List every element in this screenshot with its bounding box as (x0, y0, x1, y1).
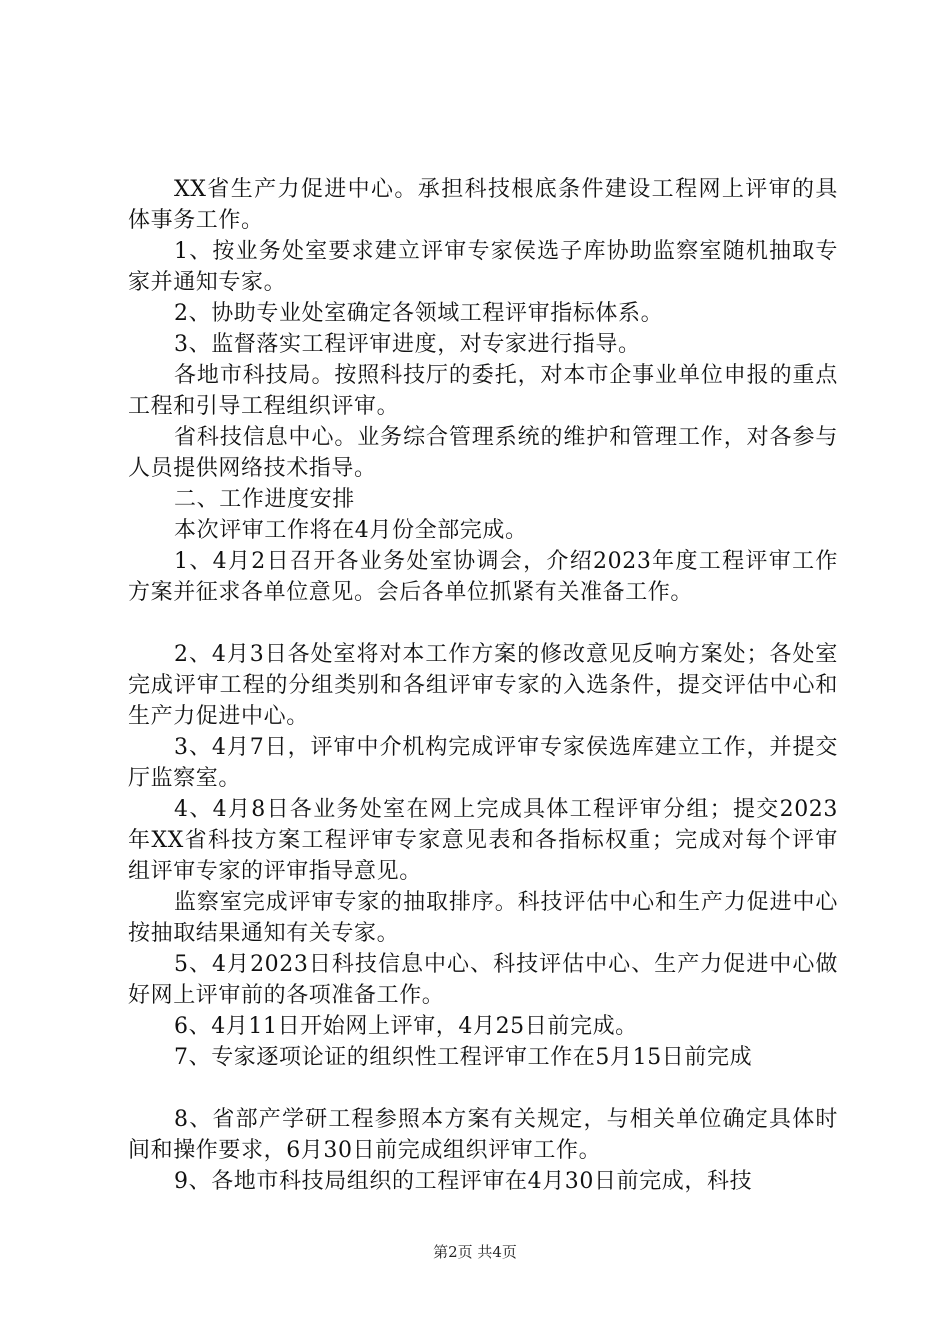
paragraph-schedule-8: 8、省部产学研工程参照本方案有关规定，与相关单位确定具体时间和操作要求，6月30日前完成组织评审工作。 (128, 1107, 838, 1163)
paragraph-item-2: 2、协助专业处室确定各领域工程评审指标体系。 (174, 301, 664, 326)
paragraph-schedule-6: 6、4月11日开始网上评审，4月25日前完成。 (174, 1014, 638, 1039)
document-body (128, 174, 838, 1197)
paragraph-item-1: 1、按业务处室要求建立评审专家侯选子库协助监察室随机抽取专家并通知专家。 (128, 239, 838, 295)
paragraph-info-center: 省科技信息中心。业务综合管理系统的维护和管理工作，对各参与人员提供网络技术指导。 (128, 425, 838, 481)
paragraph-schedule-9: 9、各地市科技局组织的工程评审在4月30日前完成，科技 (174, 1169, 753, 1194)
paragraph-schedule-intro: 本次评审工作将在4月份全部完成。 (174, 518, 528, 543)
blank-line (128, 1073, 838, 1104)
paragraph-schedule-1: 1、4月2日召开各业务处室协调会，介绍2023年度工程评审工作方案并征求各单位意见。会后各单位抓紧有关准备工作。 (128, 549, 838, 605)
section-heading-schedule: 二、工作进度安排 (174, 487, 355, 512)
paragraph-schedule-4: 4、4月8日各业务处室在网上完成具体工程评审分组；提交2023年XX省科技方案工程评审专家意见表和各指标权重；完成对每个评审组评审专家的评审指导意见。 (128, 797, 838, 884)
paragraph-item-3: 3、监督落实工程评审进度，对专家进行指导。 (174, 332, 641, 357)
paragraph-schedule-5: 5、4月2023日科技信息中心、科技评估中心、生产力促进中心做好网上评审前的各项准备工作。 (128, 952, 838, 1008)
paragraph-schedule-7: 7、专家逐项论证的组织性工程评审工作在5月15日前完成 (174, 1045, 753, 1070)
page-number-footer: 第2页 共4页 (433, 1243, 517, 1261)
blank-line (128, 608, 838, 639)
paragraph-schedule-3: 3、4月7日，评审中介机构完成评审专家侯选库建立工作，并提交厅监察室。 (128, 735, 838, 791)
paragraph-city-bureau: 各地市科技局。按照科技厅的委托，对本市企事业单位申报的重点工程和引导工程组织评审。 (128, 363, 838, 419)
paragraph-schedule-2: 2、4月3日各处室将对本工作方案的修改意见反响方案处；各处室完成评审工程的分组类别和各组评审专家的入选条件，提交评估中心和生产力促进中心。 (128, 642, 838, 729)
paragraph-productivity-center: XX省生产力促进中心。承担科技根底条件建设工程网上评审的具体事务工作。 (128, 177, 838, 233)
paragraph-supervision: 监察室完成评审专家的抽取排序。科技评估中心和生产力促进中心按抽取结果通知有关专家。 (128, 890, 838, 946)
